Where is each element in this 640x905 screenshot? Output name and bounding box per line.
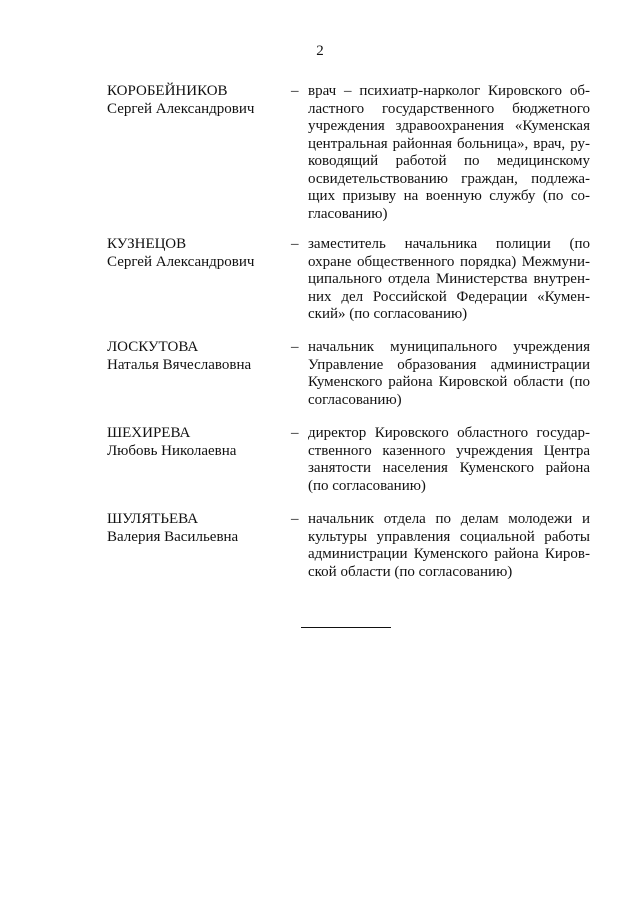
member-name: [107, 83, 287, 118]
member-name: [107, 339, 287, 374]
member-given-names: Наталья Вячеславовна: [107, 356, 252, 373]
member-given-names: Любовь Николаевна: [107, 442, 237, 459]
member-given-names: Сергей Александрович: [107, 100, 255, 117]
member-name: [107, 511, 287, 546]
closing-rule: [301, 627, 391, 628]
member-surname: ШУЛЯТЬЕВА: [107, 511, 199, 527]
dash-separator: –: [291, 83, 299, 99]
dash-separator: –: [291, 236, 299, 252]
page-number: 2: [316, 43, 324, 59]
member-surname: ЛОСКУТОВА: [107, 339, 199, 355]
member-name: [107, 236, 287, 271]
member-position: врач – психиатр-нарколог Кировского областного государственного бюджетного учреждения здравоохранения «Куменская центральная районная больница», врач, руководящий работой по медицинскому освидетельствованию граждан, подлежащих призыву на военную службу (по согласованию): [308, 83, 590, 222]
member-given-names: Валерия Васильевна: [107, 528, 239, 545]
dash-separator: –: [291, 425, 299, 441]
member-given-names: Сергей Александрович: [107, 253, 255, 270]
member-position: начальник муниципального учреждения Управление образования администрации Куменского района Кировской области (по согласованию): [308, 339, 590, 408]
member-position: директор Кировского областного государственного казенного учреждения Центра занятости населения Куменского района (по согласованию): [308, 425, 590, 494]
member-surname: КУЗНЕЦОВ: [107, 236, 187, 252]
member-surname: ШЕХИРЕВА: [107, 425, 191, 441]
dash-separator: –: [291, 339, 299, 355]
member-position: заместитель начальника полиции (по охране общественного порядка) Межмуниципального отдела Министерства внутренних дел Российской Федерации «Куменский» (по согласованию): [308, 236, 590, 322]
member-position: начальник отдела по делам молодежи и культуры управления социальной работы администрации Куменского района Кировской области (по согласованию): [308, 511, 590, 580]
dash-separator: –: [291, 511, 299, 527]
member-surname: КОРОБЕЙНИКОВ: [107, 83, 228, 99]
member-name: [107, 425, 287, 460]
